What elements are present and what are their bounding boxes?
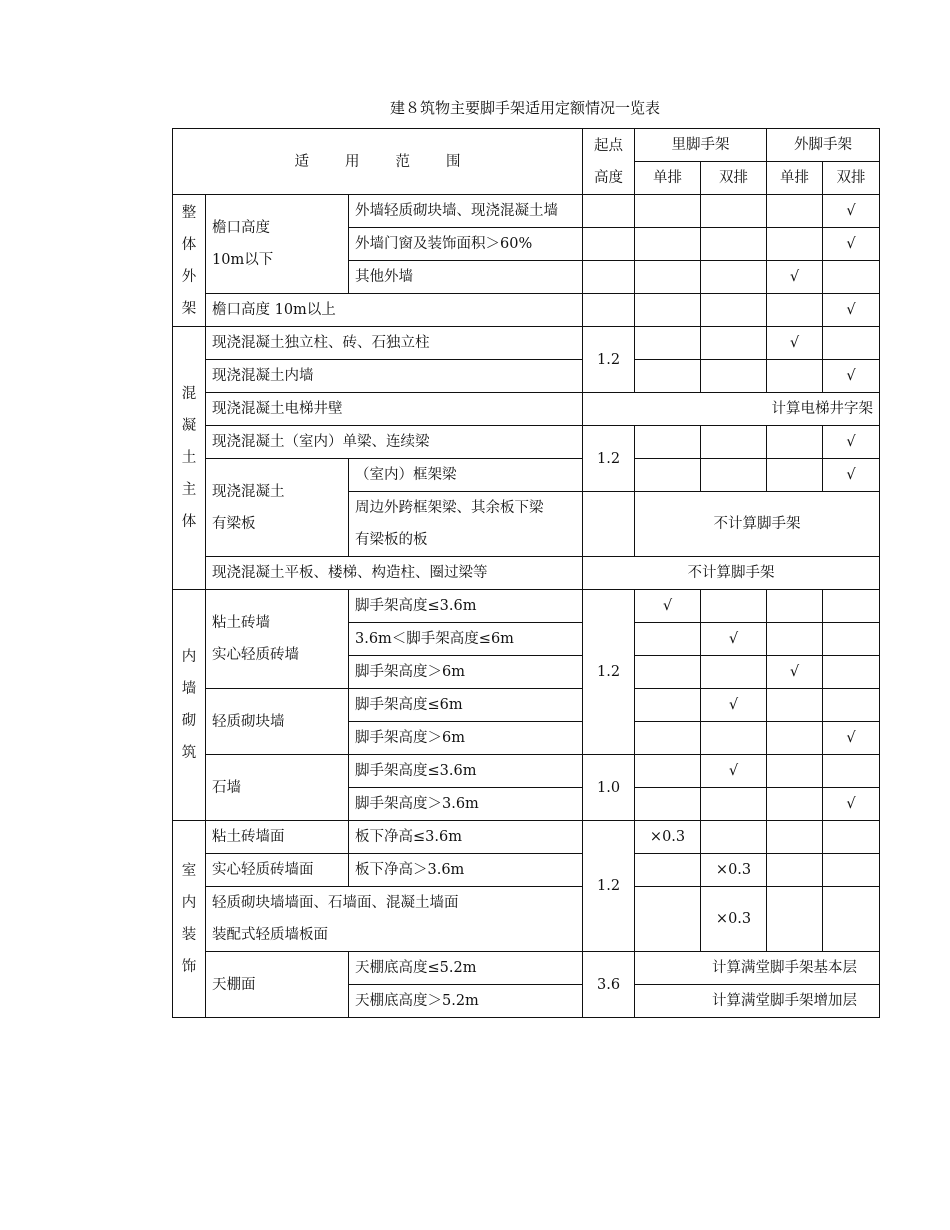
cell-outer-double: √ bbox=[823, 459, 880, 492]
header-inner-double: 双排 bbox=[701, 162, 767, 195]
item-label: 外墙门窗及装饰面积＞60% bbox=[349, 228, 583, 261]
item-label: 周边外跨框架梁、其余板下梁 有梁板的板 bbox=[349, 492, 583, 557]
cell-outer-double: √ bbox=[823, 722, 880, 755]
cell-outer-double bbox=[823, 327, 880, 360]
cell-inner-double bbox=[701, 360, 767, 393]
condition-label: 脚手架高度≤3.6m bbox=[349, 755, 583, 788]
cell-outer-single: √ bbox=[767, 327, 823, 360]
cell-outer-single bbox=[767, 788, 823, 821]
item-label: 檐口高度 10m以上 bbox=[206, 294, 583, 327]
item-label: 现浇混凝土内墙 bbox=[206, 360, 583, 393]
cell-inner-double: √ bbox=[701, 755, 767, 788]
table-title: 建８筑物主要脚手架适用定额情况一览表 bbox=[389, 99, 660, 117]
cell-outer-single bbox=[767, 623, 823, 656]
clay-surface-label: 粘土砖墙面 bbox=[206, 821, 349, 854]
cell-inner-double bbox=[701, 590, 767, 623]
cell-inner-double bbox=[701, 788, 767, 821]
header-outer-double: 双排 bbox=[823, 162, 880, 195]
item-label: 现浇混凝土平板、楼梯、构造柱、圈过梁等 bbox=[206, 557, 583, 590]
header-row-1 bbox=[173, 129, 880, 162]
eave-below-label: 檐口高度 10m以下 bbox=[206, 195, 349, 294]
cell-inner-single bbox=[635, 623, 701, 656]
cell-outer-single bbox=[767, 459, 823, 492]
cell-note: 不计算脚手架 bbox=[635, 492, 880, 557]
cell-inner-double: √ bbox=[701, 689, 767, 722]
cell-inner-single: √ bbox=[635, 590, 701, 623]
cell-outer-single: √ bbox=[767, 261, 823, 294]
cell-inner-double: ×0.3 bbox=[701, 887, 767, 952]
cell-inner-single bbox=[635, 294, 701, 327]
cell-outer-double: √ bbox=[823, 195, 880, 228]
cell-inner-single bbox=[635, 360, 701, 393]
cell-inner-single bbox=[635, 788, 701, 821]
cell-inner-double bbox=[701, 228, 767, 261]
cell-outer-single bbox=[767, 294, 823, 327]
cell-inner-single bbox=[635, 195, 701, 228]
condition-label: 脚手架高度≤6m bbox=[349, 689, 583, 722]
cell-height: 3.6 bbox=[583, 952, 635, 1018]
cell-note: 计算满堂脚手架增加层 bbox=[635, 985, 880, 1018]
condition-label: 脚手架高度＞3.6m bbox=[349, 788, 583, 821]
cell-height bbox=[583, 294, 635, 327]
cell-inner-double bbox=[701, 426, 767, 459]
table-row bbox=[173, 689, 880, 722]
cell-outer-single bbox=[767, 195, 823, 228]
cell-height bbox=[583, 195, 635, 228]
cell-height: 1.2 bbox=[583, 821, 635, 952]
cell-inner-double: ×0.3 bbox=[701, 854, 767, 887]
cell-outer-single bbox=[767, 755, 823, 788]
cell-outer-single bbox=[767, 722, 823, 755]
table-row bbox=[173, 327, 880, 360]
cell-outer-double bbox=[823, 755, 880, 788]
cell-outer-single bbox=[767, 360, 823, 393]
cell-inner-single: ×0.3 bbox=[635, 821, 701, 854]
table-row bbox=[173, 557, 880, 590]
cell-outer-single bbox=[767, 228, 823, 261]
header-outer-scaffold: 外脚手架 bbox=[767, 129, 880, 162]
header-inner-scaffold: 里脚手架 bbox=[635, 129, 767, 162]
table-row bbox=[173, 360, 880, 393]
section-label-whole: 整 体 外 架 bbox=[173, 195, 206, 327]
cell-inner-single bbox=[635, 854, 701, 887]
table-row bbox=[173, 459, 880, 492]
header-inner-single: 单排 bbox=[635, 162, 701, 195]
cell-outer-single bbox=[767, 689, 823, 722]
table-row bbox=[173, 195, 880, 228]
section-label-inner-wall: 内 墙 砌 筑 bbox=[173, 590, 206, 821]
cell-inner-single bbox=[635, 426, 701, 459]
item-label: 外墙轻质砌块墙、现浇混凝土墙 bbox=[349, 195, 583, 228]
table-row bbox=[173, 952, 880, 985]
cell-outer-double: √ bbox=[823, 294, 880, 327]
condition-label: 板下净高≤3.6m bbox=[349, 821, 583, 854]
cell-inner-single bbox=[635, 459, 701, 492]
cell-inner-double bbox=[701, 656, 767, 689]
cell-inner-single bbox=[635, 887, 701, 952]
condition-label: 3.6m＜脚手架高度≤6m bbox=[349, 623, 583, 656]
cell-inner-single bbox=[635, 722, 701, 755]
table-row bbox=[173, 590, 880, 623]
clay-surface-label: 实心轻质砖墙面 bbox=[206, 854, 349, 887]
header-start-height: 起点 高度 bbox=[583, 129, 635, 195]
cell-height: 1.2 bbox=[583, 590, 635, 755]
cell-inner-double: √ bbox=[701, 623, 767, 656]
header-outer-single: 单排 bbox=[767, 162, 823, 195]
cell-outer-double bbox=[823, 590, 880, 623]
item-label: 现浇混凝土独立柱、砖、石独立柱 bbox=[206, 327, 583, 360]
cell-inner-double bbox=[701, 459, 767, 492]
cell-outer-double bbox=[823, 854, 880, 887]
cell-height bbox=[583, 261, 635, 294]
cell-outer-single: √ bbox=[767, 656, 823, 689]
item-label: （室内）框架梁 bbox=[349, 459, 583, 492]
cell-inner-single bbox=[635, 656, 701, 689]
cell-height bbox=[583, 492, 635, 557]
cell-inner-double bbox=[701, 722, 767, 755]
cell-outer-double: √ bbox=[823, 360, 880, 393]
condition-label: 脚手架高度＞6m bbox=[349, 656, 583, 689]
item-label: 现浇混凝土（室内）单梁、连续梁 bbox=[206, 426, 583, 459]
cell-outer-double bbox=[823, 656, 880, 689]
item-label: 现浇混凝土电梯井壁 bbox=[206, 393, 583, 426]
section-label-decoration: 室 内 装 饰 bbox=[173, 821, 206, 1018]
cell-outer-double: √ bbox=[823, 788, 880, 821]
cell-height: 1.2 bbox=[583, 327, 635, 393]
table-row bbox=[173, 887, 880, 920]
table-row bbox=[173, 393, 880, 426]
header-scope: 适 用 范 围 bbox=[173, 129, 583, 195]
cell-outer-double bbox=[823, 261, 880, 294]
cell-inner-double bbox=[701, 261, 767, 294]
cell-outer-single bbox=[767, 590, 823, 623]
cell-outer-double bbox=[823, 821, 880, 854]
cell-outer-single bbox=[767, 887, 823, 952]
condition-label: 脚手架高度＞6m bbox=[349, 722, 583, 755]
cell-inner-single bbox=[635, 755, 701, 788]
cell-outer-double: √ bbox=[823, 228, 880, 261]
cell-inner-double bbox=[701, 195, 767, 228]
table-row bbox=[173, 821, 880, 854]
cell-outer-single bbox=[767, 821, 823, 854]
cell-inner-single bbox=[635, 228, 701, 261]
beam-slab-label: 现浇混凝土 有梁板 bbox=[206, 459, 349, 557]
cell-note: 计算电梯井字架 bbox=[583, 393, 880, 426]
condition-label: 脚手架高度≤3.6m bbox=[349, 590, 583, 623]
cell-note: 不计算脚手架 bbox=[583, 557, 880, 590]
table-row bbox=[173, 426, 880, 459]
cell-outer-single bbox=[767, 426, 823, 459]
table-row bbox=[173, 755, 880, 788]
cell-inner-double bbox=[701, 294, 767, 327]
ceiling-label: 天棚面 bbox=[206, 952, 349, 1018]
cell-outer-double bbox=[823, 689, 880, 722]
cell-inner-single bbox=[635, 261, 701, 294]
table-row bbox=[173, 854, 880, 887]
stone-wall-label: 石墙 bbox=[206, 755, 349, 821]
cell-height bbox=[583, 228, 635, 261]
table-row bbox=[173, 294, 880, 327]
cell-inner-single bbox=[635, 327, 701, 360]
section-label-concrete: 混 凝 土 主 体 bbox=[173, 327, 206, 590]
item-label: 其他外墙 bbox=[349, 261, 583, 294]
condition-label: 板下净高＞3.6m bbox=[349, 854, 583, 887]
cell-height: 1.0 bbox=[583, 755, 635, 821]
clay-wall-label: 粘土砖墙 实心轻质砖墙 bbox=[206, 590, 349, 689]
cell-inner-double bbox=[701, 327, 767, 360]
cell-inner-single bbox=[635, 689, 701, 722]
cell-outer-double bbox=[823, 623, 880, 656]
cell-outer-double: √ bbox=[823, 426, 880, 459]
cell-note: 计算满堂脚手架基本层 bbox=[635, 952, 880, 985]
cell-outer-single bbox=[767, 854, 823, 887]
condition-label: 天棚底高度≤5.2m bbox=[349, 952, 583, 985]
cell-inner-double bbox=[701, 821, 767, 854]
cell-outer-double bbox=[823, 887, 880, 952]
cell-height: 1.2 bbox=[583, 426, 635, 492]
light-block-label: 轻质砌块墙 bbox=[206, 689, 349, 755]
scaffold-quota-table bbox=[172, 128, 880, 1018]
condition-label: 天棚底高度＞5.2m bbox=[349, 985, 583, 1018]
light-surface-label: 轻质砌块墙墙面、石墙面、混凝土墙面 装配式轻质墙板面 bbox=[206, 887, 583, 952]
